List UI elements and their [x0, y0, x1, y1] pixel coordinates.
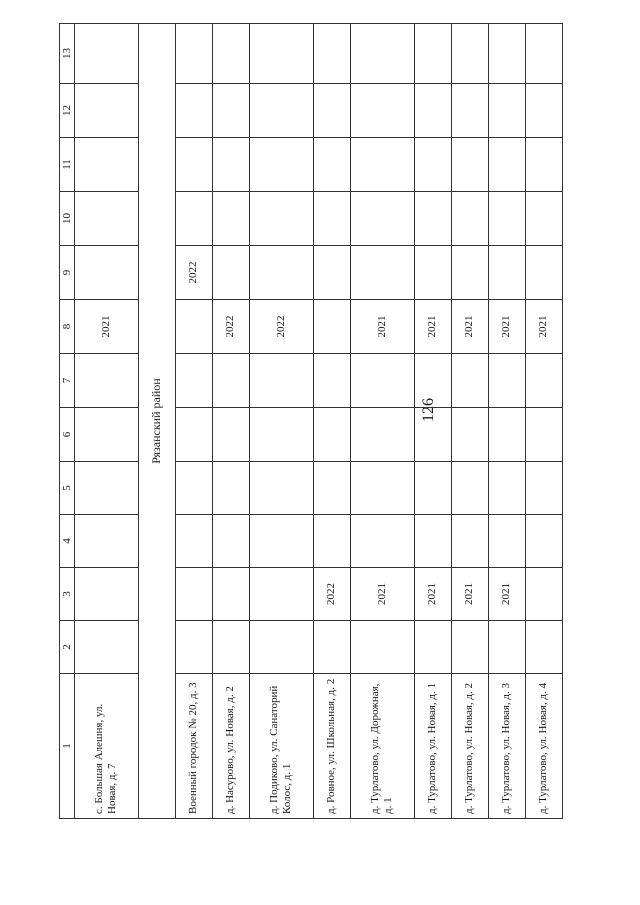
column-header: 2 [60, 621, 75, 674]
year-cell [175, 408, 212, 462]
address-cell: д. Ровное, ул. Школьная, д. 2 [313, 674, 350, 819]
year-cell [250, 192, 314, 246]
year-cell [313, 138, 350, 192]
year-cell [525, 621, 562, 674]
year-cell [488, 462, 525, 515]
year-cell: 2022 [250, 300, 314, 354]
year-cell [212, 408, 249, 462]
year-cell [212, 84, 249, 138]
year-cell [75, 354, 139, 408]
year-cell [250, 515, 314, 568]
year-cell [350, 24, 414, 84]
district-row [138, 24, 175, 819]
year-cell: 2021 [414, 300, 451, 354]
address-cell: д. Турлатово, ул. Новая, д. 1 [414, 674, 451, 819]
column-header: 5 [60, 462, 75, 515]
year-cell [75, 246, 139, 300]
year-cell [414, 408, 451, 462]
year-cell [313, 192, 350, 246]
year-cell: 2021 [75, 300, 139, 354]
year-cell [350, 84, 414, 138]
year-cell [451, 462, 488, 515]
year-cell [451, 354, 488, 408]
year-cell [488, 515, 525, 568]
column-header: 7 [60, 354, 75, 408]
year-cell [313, 354, 350, 408]
year-cell [350, 246, 414, 300]
year-cell [75, 568, 139, 621]
year-cell: 2021 [488, 568, 525, 621]
year-cell: 2021 [488, 300, 525, 354]
year-cell [451, 621, 488, 674]
year-cell [75, 24, 139, 84]
column-header: 9 [60, 246, 75, 300]
district-name: Рязанский район [138, 24, 175, 819]
year-cell [75, 138, 139, 192]
year-cell [75, 621, 139, 674]
year-cell [414, 621, 451, 674]
column-header: 3 [60, 568, 75, 621]
year-cell [175, 24, 212, 84]
address-cell: д. Турлатово, ул. Дорожная, д. 1 [350, 674, 414, 819]
year-cell [488, 138, 525, 192]
table-header-row [60, 24, 75, 819]
year-cell [488, 84, 525, 138]
year-cell [414, 84, 451, 138]
year-cell [488, 354, 525, 408]
table-row [212, 24, 249, 819]
year-cell [250, 621, 314, 674]
year-cell [414, 24, 451, 84]
year-cell [525, 462, 562, 515]
year-cell [451, 515, 488, 568]
data-table [59, 23, 563, 819]
year-cell [488, 621, 525, 674]
column-header: 6 [60, 408, 75, 462]
column-header: 13 [60, 24, 75, 84]
year-cell: 2022 [313, 568, 350, 621]
year-cell [313, 462, 350, 515]
year-cell: 2021 [414, 568, 451, 621]
address-cell: д. Насурово, ул. Новая, д. 2 [212, 674, 249, 819]
year-cell [313, 300, 350, 354]
year-cell [175, 354, 212, 408]
address-cell: с. Большая Алешня, ул. Новая, д. 7 [75, 674, 139, 819]
table-row [250, 24, 314, 819]
year-cell [250, 246, 314, 300]
year-cell: 2021 [451, 300, 488, 354]
table-row [525, 24, 562, 819]
year-cell [525, 84, 562, 138]
year-cell [414, 515, 451, 568]
year-cell [414, 462, 451, 515]
table-body [75, 24, 563, 819]
year-cell [525, 568, 562, 621]
year-cell [525, 408, 562, 462]
year-cell [488, 408, 525, 462]
year-cell [212, 192, 249, 246]
year-cell [175, 84, 212, 138]
year-cell [414, 192, 451, 246]
table-row [488, 24, 525, 819]
year-cell [175, 621, 212, 674]
address-cell: д. Подиково, ул. Санаторий Колос, д. 1 [250, 674, 314, 819]
year-cell [350, 354, 414, 408]
address-cell: Военный городок № 20, д. 3 [175, 674, 212, 819]
year-cell [488, 24, 525, 84]
year-cell [313, 515, 350, 568]
year-cell [250, 354, 314, 408]
column-header: 1 [60, 674, 75, 819]
column-header: 11 [60, 138, 75, 192]
year-cell [75, 84, 139, 138]
year-cell: 2021 [350, 568, 414, 621]
year-cell [451, 246, 488, 300]
year-cell [525, 24, 562, 84]
table-row [451, 24, 488, 819]
year-cell [313, 408, 350, 462]
address-cell: д. Турлатово, ул. Новая, д. 4 [525, 674, 562, 819]
year-cell [414, 354, 451, 408]
column-header: 8 [60, 300, 75, 354]
year-cell [525, 246, 562, 300]
year-cell [250, 568, 314, 621]
year-cell: 2021 [525, 300, 562, 354]
year-cell [414, 246, 451, 300]
column-header: 12 [60, 84, 75, 138]
year-cell [250, 138, 314, 192]
year-cell [175, 568, 212, 621]
year-cell [75, 515, 139, 568]
year-cell: 2022 [212, 300, 249, 354]
year-cell [212, 246, 249, 300]
year-cell [175, 192, 212, 246]
table-row [350, 24, 414, 819]
table-row [414, 24, 451, 819]
year-cell [250, 84, 314, 138]
year-cell [75, 462, 139, 515]
year-cell [350, 621, 414, 674]
year-cell: 2022 [175, 246, 212, 300]
year-cell [451, 24, 488, 84]
year-cell [212, 515, 249, 568]
year-cell [525, 354, 562, 408]
year-cell [350, 462, 414, 515]
year-cell [250, 24, 314, 84]
year-cell [212, 354, 249, 408]
year-cell [451, 84, 488, 138]
year-cell [488, 246, 525, 300]
year-cell [451, 408, 488, 462]
address-cell: д. Турлатово, ул. Новая, д. 3 [488, 674, 525, 819]
year-cell [414, 138, 451, 192]
year-cell [175, 462, 212, 515]
year-cell [212, 138, 249, 192]
year-cell [350, 192, 414, 246]
year-cell [350, 408, 414, 462]
year-cell [175, 138, 212, 192]
year-cell [313, 24, 350, 84]
year-cell [525, 515, 562, 568]
year-cell: 2021 [350, 300, 414, 354]
year-cell [175, 300, 212, 354]
year-cell [75, 408, 139, 462]
year-cell [212, 621, 249, 674]
table-row [75, 24, 139, 819]
year-cell [175, 515, 212, 568]
column-header: 4 [60, 515, 75, 568]
year-cell [212, 462, 249, 515]
year-cell [525, 138, 562, 192]
year-cell [350, 515, 414, 568]
table-row [313, 24, 350, 819]
year-cell [250, 408, 314, 462]
year-cell [488, 192, 525, 246]
year-cell [525, 192, 562, 246]
year-cell: 2021 [451, 568, 488, 621]
year-cell [212, 24, 249, 84]
year-cell [250, 462, 314, 515]
year-cell [212, 568, 249, 621]
year-cell [350, 138, 414, 192]
year-cell [451, 138, 488, 192]
year-cell [313, 621, 350, 674]
rotated-table-container [59, 24, 563, 819]
year-cell [313, 84, 350, 138]
address-cell: д. Турлатово, ул. Новая, д. 2 [451, 674, 488, 819]
year-cell [313, 246, 350, 300]
table-row [175, 24, 212, 819]
year-cell [451, 192, 488, 246]
page-number: 126 [420, 398, 437, 422]
column-header: 10 [60, 192, 75, 246]
year-cell [75, 192, 139, 246]
